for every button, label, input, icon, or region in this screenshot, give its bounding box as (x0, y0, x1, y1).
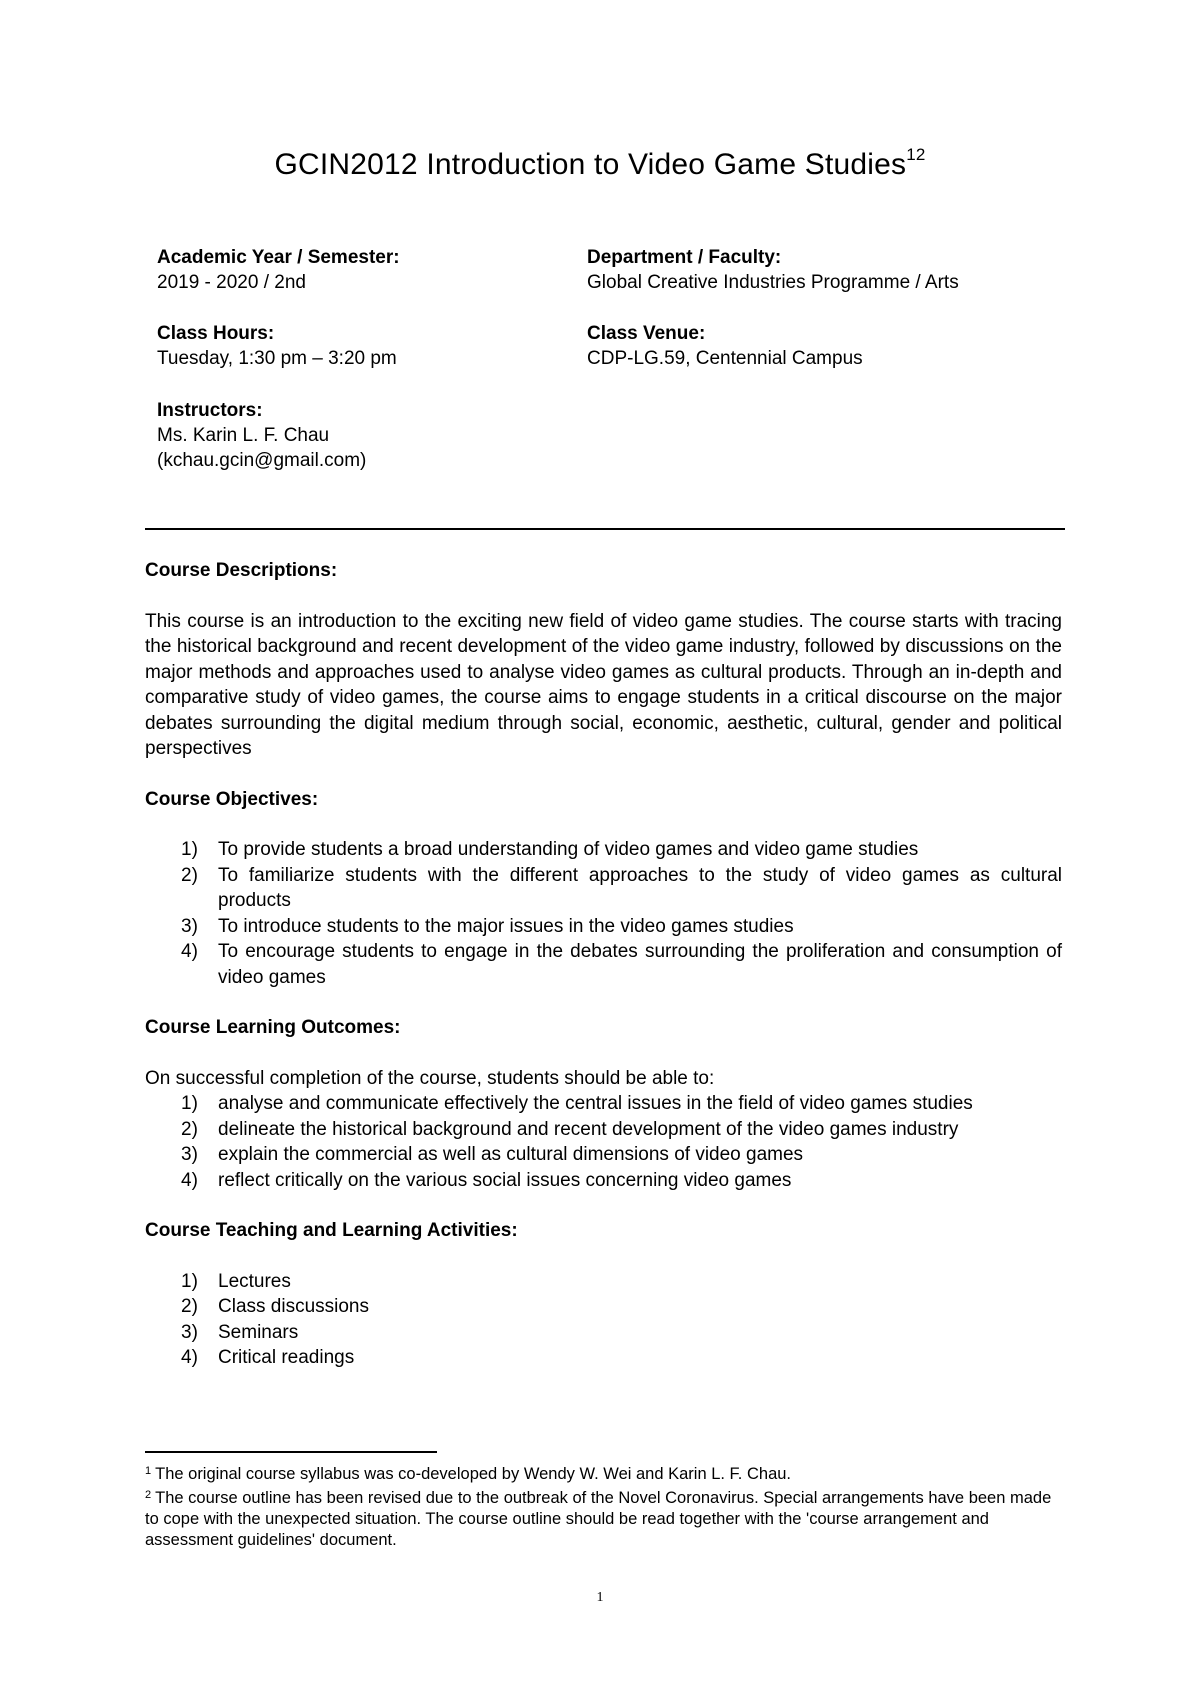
list-item (145, 1142, 1062, 1168)
list-item-number: 1) (181, 1270, 198, 1292)
footnote-text: The course outline has been revised due to the outbreak of the Novel Coronavirus. Special arrangements have been made to cope with the unexpected situation. The course outline should be read together with the 'course arrangement and assessment guidelines' document. (145, 1489, 1052, 1549)
list-item-text: Class discussions (218, 1296, 369, 1317)
list-item (145, 1091, 1062, 1117)
department-block (587, 245, 959, 295)
list-item-text: Lectures (218, 1270, 291, 1292)
section-divider (145, 528, 1065, 530)
department-value: Global Creative Industries Programme / Arts (587, 272, 959, 293)
objectives-heading: Course Objectives: (145, 788, 319, 810)
list-item-number: 1) (181, 1093, 198, 1114)
list-item-text: To familiarize students with the different approaches to the study of video games as cultural products (218, 864, 1062, 911)
outcomes-intro: On successful completion of the course, students should be able to: (145, 1067, 715, 1089)
list-item-text: To provide students a broad understanding of video games and video game studies (218, 839, 919, 860)
instructors-block (157, 398, 366, 473)
list-item (145, 1294, 1062, 1320)
list-item-number: 2) (181, 1296, 198, 1317)
outcomes-heading: Course Learning Outcomes: (145, 1017, 401, 1038)
list-item (145, 1168, 1062, 1194)
footnote-2 (145, 1485, 1062, 1551)
list-item-number: 3) (181, 1321, 198, 1343)
objectives-list (145, 837, 1062, 990)
list-item-text: analyse and communicate effectively the central issues in the field of video games studies (218, 1093, 973, 1114)
descriptions-text: This course is an introduction to the exciting new field of video game studies. The course starts with tracing the historical background and recent development of the video game industry, followed by discussions on the major methods and approaches used to analyse video games as cultural products. Through an in-depth and comparative study of video games, the course aims to engage students in a critical discourse on the major debates surrounding the digital medium through social, economic, aesthetic, cultural, gender and political perspectives (145, 610, 1062, 759)
footnote-text: The original course syllabus was co-developed by Wendy W. Wei and Karin L. F. Chau. (155, 1465, 792, 1483)
descriptions-heading: Course Descriptions: (145, 560, 338, 581)
list-item-number: 3) (181, 915, 198, 937)
list-item-text: Seminars (218, 1321, 299, 1343)
footnotes (145, 1461, 1062, 1551)
list-item (145, 1269, 1062, 1295)
list-item-number: 4) (181, 1347, 198, 1368)
list-item-number: 4) (181, 1169, 198, 1191)
list-item-text: To introduce students to the major issues in the video games studies (218, 915, 794, 937)
course-content (145, 558, 1062, 1371)
academic-year-value: 2019 - 2020 / 2nd (157, 272, 306, 293)
footnote-mark: 2 (145, 1489, 152, 1501)
activities-heading: Course Teaching and Learning Activities: (145, 1220, 518, 1241)
class-hours-block (157, 321, 397, 371)
class-venue-value: CDP-LG.59, Centennial Campus (587, 348, 863, 369)
list-item-text: delineate the historical background and recent development of the video games industry (218, 1118, 959, 1140)
class-hours-value: Tuesday, 1:30 pm – 3:20 pm (157, 348, 397, 369)
list-item-text: To encourage students to engage in the debates surrounding the proliferation and consumption of video games (218, 941, 1062, 988)
academic-year-block (157, 245, 400, 295)
footnote-1 (145, 1461, 1062, 1485)
class-hours-label: Class Hours: (157, 323, 275, 344)
list-item (145, 939, 1062, 990)
page-number: 1 (596, 1590, 604, 1605)
list-item (145, 914, 1062, 940)
list-item-text: reflect critically on the various social issues concerning video games (218, 1169, 792, 1191)
academic-year-label: Academic Year / Semester: (157, 247, 400, 268)
document-title (0, 145, 1200, 182)
list-item (145, 1345, 1062, 1371)
list-item-number: 3) (181, 1144, 198, 1165)
list-item-number: 2) (181, 864, 198, 886)
list-item-number: 4) (181, 941, 198, 962)
activities-list (145, 1269, 1062, 1371)
list-item-number: 1) (181, 839, 198, 860)
footnote-mark: 1 (145, 1465, 152, 1477)
department-label: Department / Faculty: (587, 247, 782, 268)
class-venue-label: Class Venue: (587, 323, 706, 344)
list-item-number: 2) (181, 1118, 198, 1140)
instructors-label: Instructors: (157, 400, 263, 421)
list-item (145, 863, 1062, 914)
list-item (145, 1320, 1062, 1346)
outcomes-list (145, 1091, 1062, 1193)
footnote-divider (145, 1451, 437, 1453)
title-footnote-refs: 12 (906, 145, 926, 164)
instructor-email: (kchau.gcin@gmail.com) (157, 450, 367, 471)
list-item (145, 837, 1062, 863)
list-item-text: Critical readings (218, 1347, 355, 1368)
title-text: GCIN2012 Introduction to Video Game Studies (274, 148, 907, 181)
list-item (145, 1117, 1062, 1143)
class-venue-block (587, 321, 863, 371)
instructor-name: Ms. Karin L. F. Chau (157, 425, 330, 446)
list-item-text: explain the commercial as well as cultural dimensions of video games (218, 1144, 804, 1165)
